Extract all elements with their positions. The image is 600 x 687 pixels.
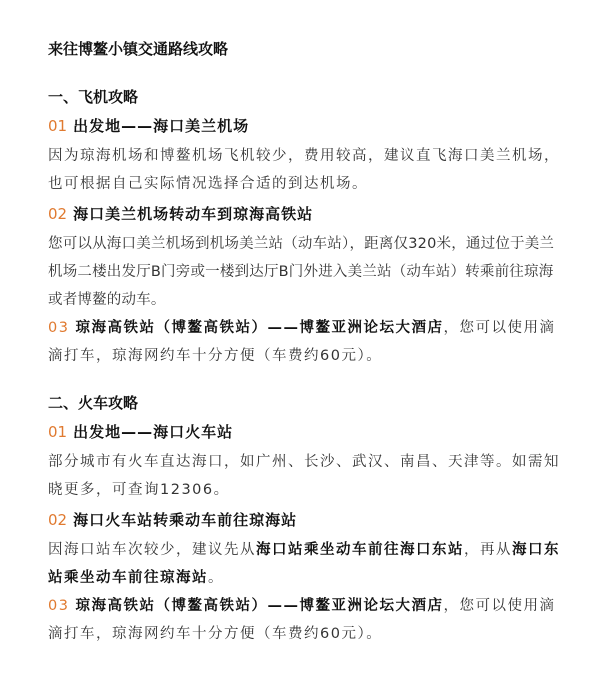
step-2-3 [48,592,568,648]
step-body: 因为琼海机场和博鳌机场飞机较少，费用较高，建议直飞海口美兰机场，也可根据自己实际情况选择合适的到达机场。 [48,148,560,192]
step-2-2 [48,508,568,592]
step-title-text: 琼海高铁站（博鳌高铁站）——博鳌亚洲论坛大酒店 [75,598,444,614]
step-body: 您可以从海口美兰机场到机场美兰站（动车站），距离仅320米，通过位于美兰机场二楼出发厅B门旁或一楼到达厅B门外进入美兰站（动车站）转乘前往琼海或者博鳌的动车。 [48,236,555,308]
step-number: 01 [48,117,68,135]
step-title [48,508,568,532]
document-page [48,38,568,648]
step-1-3 [48,314,568,370]
section-train [48,392,568,648]
step-number: 03 [48,598,70,614]
step-title [48,420,568,444]
step-title-text: 海口火车站转乘动车前往琼海站 [73,511,298,529]
step-1-1 [48,114,568,198]
step-number: 02 [48,205,68,223]
step-title-text: 琼海高铁站（博鳌高铁站）——博鳌亚洲论坛大酒店 [75,320,444,336]
step-number: 01 [48,423,68,441]
step-title-tail: ，您可以使用滴滴打车，琼海网约车十分方便（车费约60元）。 [48,320,556,364]
step-title [48,592,568,648]
step-title-text: 出发地——海口火车站 [73,423,234,441]
section-heading-airplane: 一、飞机攻略 [48,88,139,106]
step-title-text: 海口美兰机场转动车到琼海高铁站 [73,205,314,223]
step-body-text: 因海口站车次较少，建议先从 [48,542,256,558]
step-body-strong: 海口东站乘坐动车前往琼海站 [48,542,560,586]
step-number: 02 [48,511,68,529]
step-body-text: 。 [208,570,224,586]
step-body-strong: 海口站乘坐动车前往海口东站 [256,542,464,558]
section-airplane [48,86,568,370]
step-1-2 [48,202,568,314]
step-body-text: ，再从 [464,542,512,558]
step-2-1 [48,420,568,504]
step-number: 03 [48,320,70,336]
step-title-tail: ，您可以使用滴滴打车，琼海网约车十分方便（车费约60元）。 [48,598,556,642]
step-title [48,114,568,138]
step-title [48,202,568,226]
step-title [48,314,568,370]
step-body [48,536,568,592]
step-title-text: 出发地——海口美兰机场 [73,117,250,135]
document-title: 来往博鳌小镇交通路线攻略 [48,40,229,58]
step-body: 部分城市有火车直达海口，如广州、长沙、武汉、南昌、天津等。如需知晓更多，可查询12306。 [48,454,560,498]
section-heading-train: 二、火车攻略 [48,394,139,412]
